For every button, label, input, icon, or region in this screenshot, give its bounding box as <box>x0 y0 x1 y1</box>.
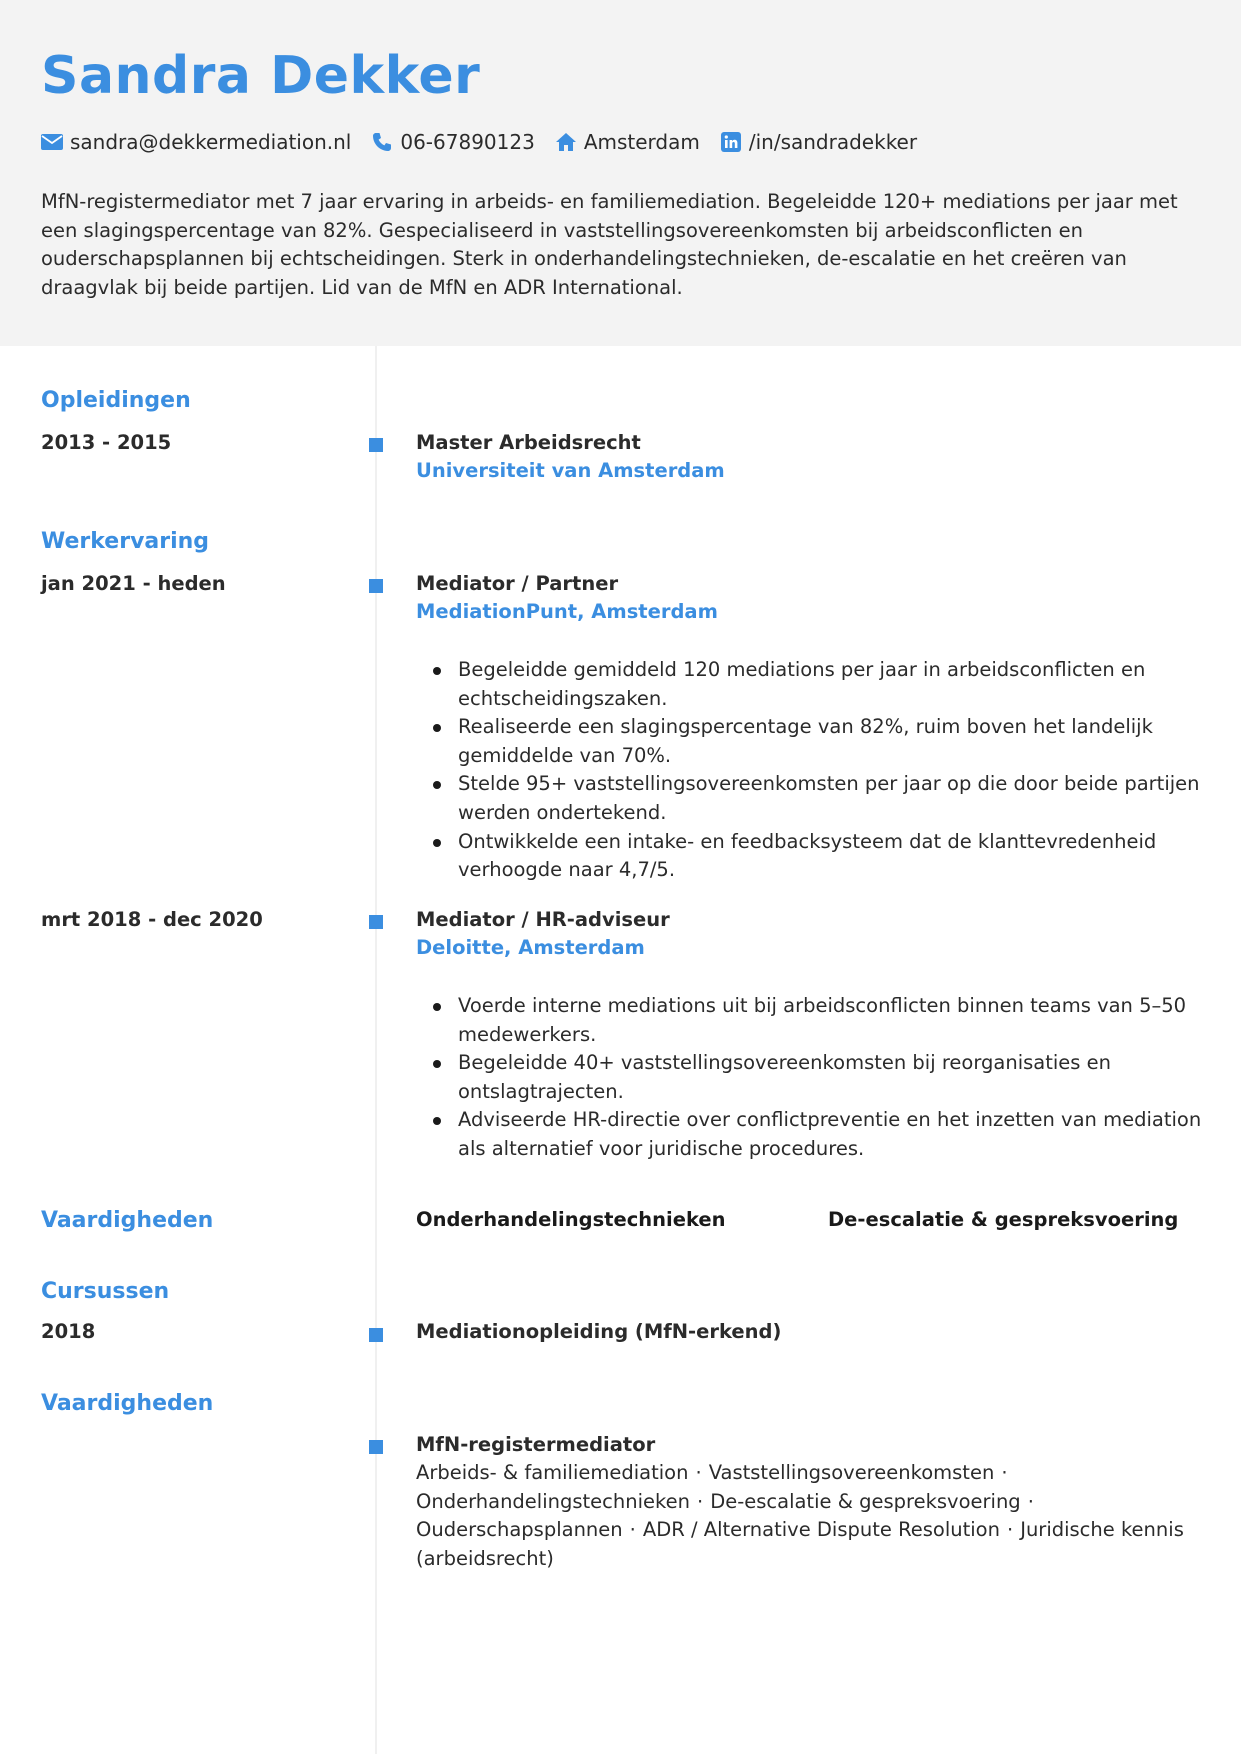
section-title-skills: Vaardigheden <box>41 1208 214 1233</box>
timeline-marker <box>369 1440 383 1454</box>
candidate-name: Sandra Dekker <box>41 46 481 106</box>
job-role: Mediator / HR-adviseur <box>416 908 670 931</box>
skill-separator: · <box>695 1461 702 1484</box>
header-section <box>0 0 1241 346</box>
skill-separator: · <box>1001 1461 1008 1484</box>
phone-icon <box>371 131 393 153</box>
skill-item: Arbeids- & familiemediation <box>416 1461 689 1484</box>
job-achievements <box>416 992 1206 1164</box>
education-school: Universiteit van Amsterdam <box>416 459 725 482</box>
job-date: jan 2021 - heden <box>41 572 226 595</box>
course-name: Mediationopleiding (MfN-erkend) <box>416 1320 782 1343</box>
job-company: Deloitte, Amsterdam <box>416 936 645 959</box>
skills-list <box>416 1459 1206 1573</box>
contact-location-text: Amsterdam <box>583 130 700 154</box>
skills-heading: MfN-registermediator <box>416 1433 656 1456</box>
job-company: MediationPunt, Amsterdam <box>416 600 718 623</box>
skill-item: De-escalatie & gespreksvoering <box>710 1489 1021 1513</box>
section-title-courses: Cursussen <box>41 1279 170 1304</box>
contact-phone[interactable] <box>371 130 534 154</box>
contact-email-text: sandra@dekkermediation.nl <box>70 130 352 154</box>
course-date: 2018 <box>41 1320 96 1343</box>
section-title-experience: Werkervaring <box>41 529 210 554</box>
timeline-marker <box>369 1328 383 1342</box>
skill-item: Juridische kennis (arbeidsrecht) <box>416 1518 1184 1570</box>
timeline-marker <box>369 438 383 452</box>
education-degree: Master Arbeidsrecht <box>416 431 641 454</box>
contact-phone-text: 06-67890123 <box>400 130 535 154</box>
profile-summary: MfN-registermediator met 7 jaar ervaring in arbeids- en familiemediation. Begeleidde 120+ mediations per jaar met een slagingspercentage van 82%. Gespecialiseerd in vaststellingsovereenkomsten bij arbeidsconflicten en ouderschapsplannen bij echtscheidingen. Sterk in onderhandelingstechnieken, de-escalatie en het creëren van draagvlak bij beide partijen. Lid van de MfN en ADR International. <box>41 190 1178 299</box>
envelope-icon <box>41 131 63 153</box>
skill-item: Vaststellingsovereenkomsten <box>708 1461 995 1484</box>
list-item: Realiseerde een slagingspercentage van 82%, ruim boven het landelijk gemiddelde van 70%. <box>416 713 1206 770</box>
skill-item: Onderhandelingstechnieken <box>416 1489 690 1513</box>
contact-email[interactable] <box>41 130 351 154</box>
contact-location <box>555 130 700 154</box>
section-title-skills-2: Vaardigheden <box>41 1391 214 1416</box>
contact-bar <box>41 128 937 156</box>
list-item: Stelde 95+ vaststellingsovereenkomsten per jaar op die door beide partijen werden ondertekend. <box>416 770 1206 827</box>
education-date: 2013 - 2015 <box>41 431 172 454</box>
skill-item: ADR / Alternative Dispute Resolution <box>642 1518 1000 1542</box>
list-item: Adviseerde HR-directie over conflictpreventie en het inzetten van mediation als alternatief voor juridische procedures. <box>416 1106 1206 1163</box>
list-item: Ontwikkelde een intake- en feedbacksysteem dat de klanttevredenheid verhoogde naar 4,7/5. <box>416 828 1206 885</box>
job-date: mrt 2018 - dec 2020 <box>41 908 263 931</box>
skill-separator: · <box>1006 1518 1014 1542</box>
list-item: Voerde interne mediations uit bij arbeidsconflicten binnen teams van 5–50 medewerkers. <box>416 992 1206 1049</box>
job-achievements <box>416 656 1206 885</box>
timeline-marker <box>369 579 383 593</box>
job-role: Mediator / Partner <box>416 572 619 595</box>
home-icon <box>555 131 577 153</box>
section-title-education: Opleidingen <box>41 388 191 413</box>
linkedin-icon <box>720 131 742 153</box>
list-item: Begeleidde 40+ vaststellingsovereenkomsten bij reorganisaties en ontslagtrajecten. <box>416 1049 1206 1106</box>
timeline-marker <box>369 915 383 929</box>
skill-separator: · <box>696 1489 704 1513</box>
skill-item: Ouderschapsplannen <box>416 1518 623 1542</box>
contact-linkedin-text: /in/sandradekker <box>748 130 918 154</box>
timeline-divider <box>375 346 377 1754</box>
skill-separator: · <box>629 1518 636 1542</box>
list-item: Begeleidde gemiddeld 120 mediations per jaar in arbeidsconflicten en echtscheidingszaken. <box>416 656 1206 713</box>
skill-item: Onderhandelingstechnieken <box>416 1208 726 1231</box>
skill-item: De-escalatie & gespreksvoering <box>828 1208 1179 1231</box>
skill-separator: · <box>1027 1489 1034 1513</box>
contact-linkedin[interactable] <box>720 130 917 154</box>
